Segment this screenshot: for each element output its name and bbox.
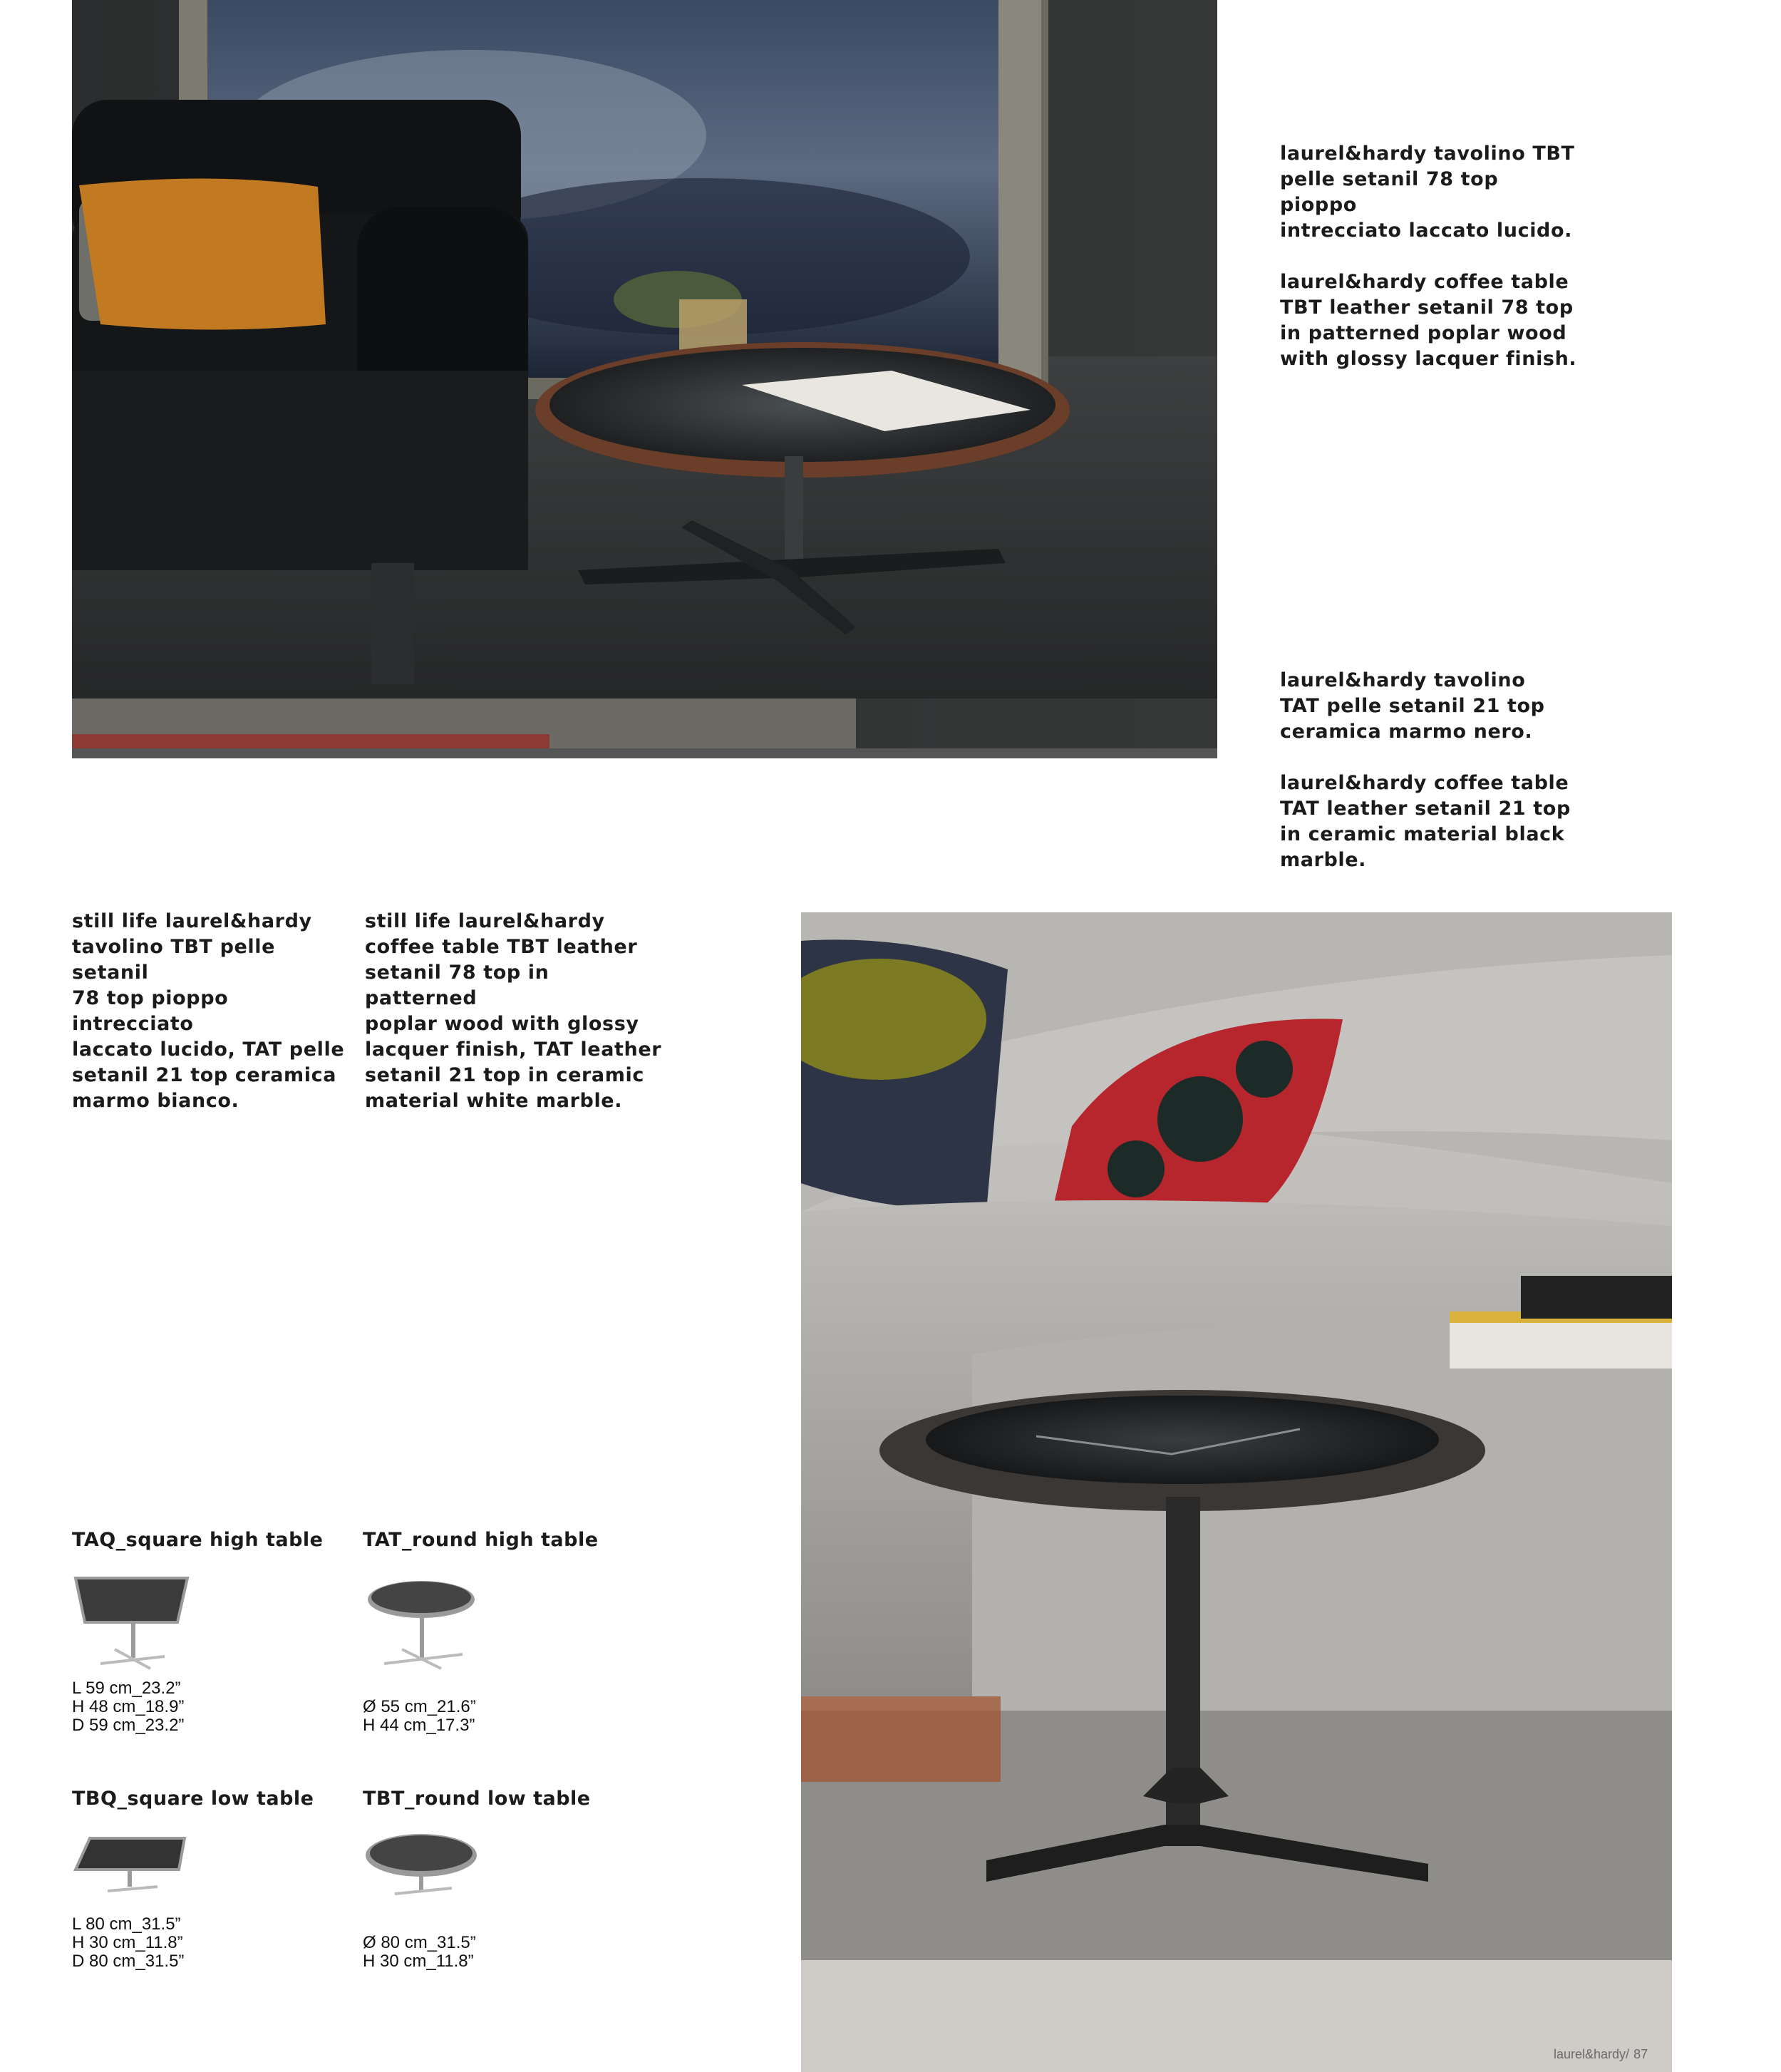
caption-line: coffee table TBT leather [365, 936, 638, 958]
spec-dim-line: H 48 cm_18.9” [72, 1697, 185, 1716]
caption-top-right [1280, 141, 1579, 372]
caption-line: laurel&hardy coffee table [1280, 271, 1569, 293]
caption-line: pelle setanil 78 top pioppo [1280, 168, 1499, 216]
page-footer [1554, 2047, 1675, 2062]
square-high-table-icon [72, 1565, 193, 1672]
spec-tat [363, 1529, 634, 1735]
spec-dims [363, 1934, 634, 1971]
caption-line: TAT leather setanil 21 top [1280, 798, 1571, 820]
spec-taq [72, 1529, 343, 1735]
photo-living-room-grey [801, 912, 1672, 2072]
spec-dim-line: L 59 cm_23.2” [72, 1679, 181, 1698]
caption-line: material white marble. [365, 1090, 623, 1112]
caption-line: lacquer finish, TAT leather [365, 1038, 662, 1061]
caption-line: in patterned poplar wood [1280, 322, 1567, 344]
spec-dim-line: L 80 cm_31.5” [72, 1914, 181, 1934]
caption-line: TAT pelle setanil 21 top [1280, 695, 1545, 717]
square-low-table-icon [72, 1825, 193, 1911]
caption-line: ceramica marmo nero. [1280, 721, 1533, 743]
spec-dim-line: Ø 55 cm_21.6” [363, 1697, 476, 1716]
spec-title: TAQ_square high table [72, 1529, 324, 1551]
spec-dims [72, 1915, 343, 1971]
caption-line: tavolino TBT pelle setanil [72, 936, 276, 984]
page-number: 87 [1633, 2047, 1648, 2061]
round-high-table-icon [363, 1565, 484, 1672]
caption-mid-right [1280, 668, 1579, 873]
caption-line: intrecciato laccato lucido. [1280, 220, 1572, 242]
caption-line: marmo bianco. [72, 1090, 239, 1112]
caption-line: laurel&hardy tavolino [1280, 669, 1526, 691]
caption-line: still life laurel&hardy [365, 910, 605, 932]
caption-line: laccato lucido, TAT pelle [72, 1038, 345, 1061]
spec-dim-line: D 59 cm_23.2” [72, 1716, 185, 1735]
round-low-table-icon [363, 1825, 484, 1911]
spec-dim-line: H 30 cm_11.8” [363, 1952, 474, 1971]
spec-dim-line: Ø 80 cm_31.5” [363, 1933, 476, 1952]
caption-still-life-en [365, 909, 664, 1114]
spec-dims [363, 1698, 634, 1735]
caption-line: marble. [1280, 849, 1367, 871]
caption-line: in ceramic material black [1280, 823, 1565, 845]
footer-brand: laurel&hardy/ [1554, 2047, 1630, 2061]
caption-line: setanil 78 top in patterned [365, 962, 549, 1009]
spec-title: TBT_round low table [363, 1788, 591, 1810]
caption-line: laurel&hardy tavolino TBT [1280, 143, 1575, 165]
caption-still-life-it [72, 909, 350, 1114]
caption-line: poplar wood with glossy [365, 1013, 639, 1035]
spec-title: TBQ_square low table [72, 1788, 314, 1810]
photo-living-room-dark [72, 0, 1217, 758]
caption-line: still life laurel&hardy [72, 910, 312, 932]
spec-title: TAT_round high table [363, 1529, 599, 1551]
caption-line: setanil 21 top in ceramic [365, 1064, 644, 1086]
spec-dim-line: D 80 cm_31.5” [72, 1952, 185, 1971]
spec-dims [72, 1679, 343, 1735]
spec-tbt [363, 1788, 634, 1971]
caption-line: with glossy lacquer finish. [1280, 348, 1577, 370]
spec-tbq [72, 1788, 343, 1971]
caption-line: laurel&hardy coffee table [1280, 772, 1569, 794]
caption-line: setanil 21 top ceramica [72, 1064, 337, 1086]
photo-living-room-grey-art [801, 912, 1672, 2072]
spec-dim-line: H 44 cm_17.3” [363, 1716, 475, 1735]
spec-dim-line: H 30 cm_11.8” [72, 1933, 183, 1952]
photo-living-room-dark-art [72, 0, 1217, 758]
caption-line: TBT leather setanil 78 top [1280, 297, 1574, 319]
caption-line: 78 top pioppo intrecciato [72, 987, 229, 1035]
